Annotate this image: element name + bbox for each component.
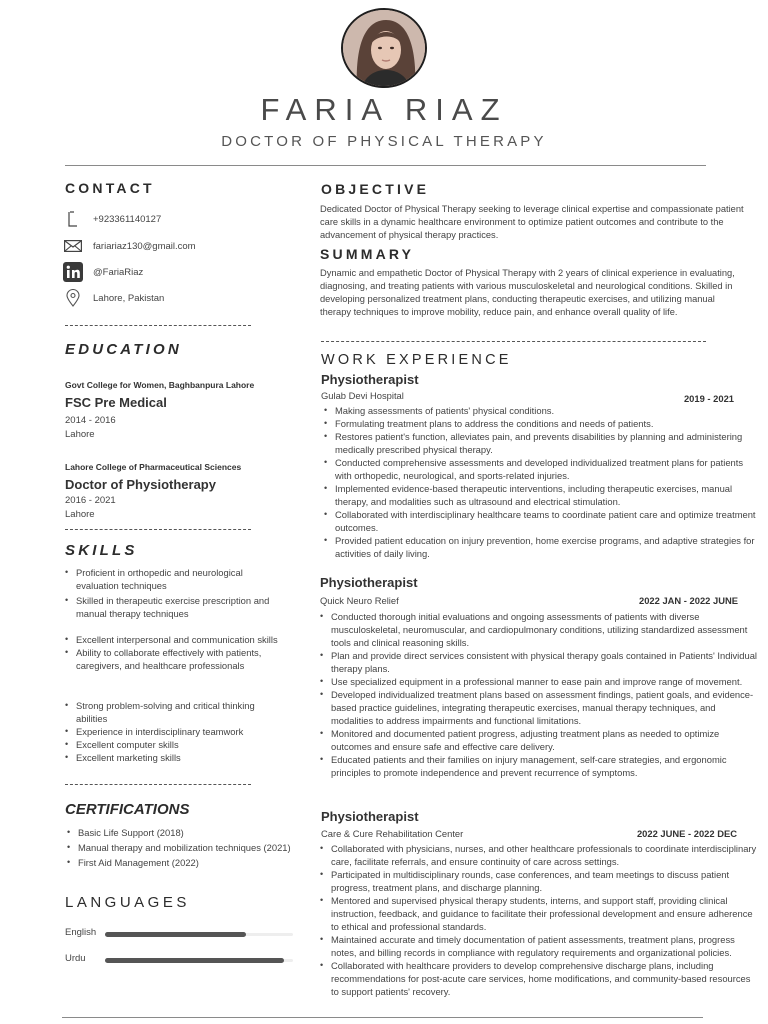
education-entry [65,462,305,522]
job-dates: 2022 JAN - 2022 JUNE [638,595,738,606]
job-duty: • Making assessments of patients' physical conditions. [324,404,762,417]
candidate-name: FARIA RIAZ [260,92,508,127]
language-level-bar [105,959,293,962]
job-role: Physiotherapist [321,372,419,387]
linkedin-icon [62,263,84,281]
phone-icon [62,210,84,228]
job-duty: • Conducted thorough initial evaluations and ongoing assessments of patients with diverse musculoskeletal, neuromuscular, and cardiopulmonary conditions, utilizing standardized assessment tools and clinical reasoning skills. [320,610,760,649]
certifications-list [67,826,327,869]
skills-divider [65,784,251,785]
job-dates: 2022 JUNE - 2022 DEC [636,828,737,839]
job-duties-list [320,842,760,998]
header-divider [65,165,706,166]
education-school: Lahore College of Pharmaceutical Sciences [65,462,242,472]
skills-list [65,699,287,764]
job-duties-list [324,404,762,560]
job-company: Gulab Devi Hospital [321,390,404,401]
job-duty: • Maintained accurate and timely documentation of patient assessments, treatment plans, progress notes, and billing records in compliance with regulatory requirements and organizational policies. [320,933,760,959]
job-duty: • Monitored and documented patient progress, adjusting treatment plans as needed to optimize outcomes and ensure safe and effective care delivery. [320,727,760,753]
skill-item: • Excellent marketing skills [65,751,287,764]
contact-email[interactable] [62,237,302,255]
education-heading: EDUCATION [65,341,182,358]
job-duties-list [320,610,760,779]
skill-item: • Excellent computer skills [65,738,287,751]
language-level-bar [105,933,293,936]
job-duty: • Collaborated with physicians, nurses, and other healthcare professionals to coordinate interdisciplinary care, facilitate referrals, and ensure continuity of care across settings. [320,842,760,868]
summary-text: Dynamic and empathetic Doctor of Physical Therapy with 2 years of clinical experience in evaluating, diagnosing, and treating patients with various musculoskeletal and neurological conditions. Skilled in developing personalized treatment plans, conducting therapeutic exercises, and utilizing manual therapy techniques to improve mobility, reduce pain, and enhance overall quality of life. [320,268,735,317]
job-duty: • Formulating treatment plans to address the conditions and needs of patients. [324,417,762,430]
contact-location-text: Lahore, Pakistan [93,292,165,304]
certifications-heading: CERTIFICATIONS [65,801,190,818]
job-duty: • Use specialized equipment in a professional manner to ease pain and improve range of movement. [320,675,760,688]
contact-email-text: fariariaz130@gmail.com [93,240,196,252]
skills-list [65,566,283,620]
job-duty: • Participated in multidisciplinary rounds, case conferences, and team meetings to discuss patient progress, treatment plans, and discharge planning. [320,868,760,894]
job-dates: 2019 - 2021 [683,393,734,404]
candidate-title: DOCTOR OF PHYSICAL THERAPY [221,133,547,150]
language-name: Urdu [65,953,86,964]
certification-item: • First Aid Management (2022) [67,856,327,869]
summary-heading: SUMMARY [320,246,415,262]
language-row [65,953,295,967]
skill-item: • Skilled in therapeutic exercise prescription and manual therapy techniques [65,594,283,620]
location-pin-icon [62,289,84,307]
contact-phone [62,210,302,228]
skills-list [65,633,287,672]
footer-divider [62,1017,703,1018]
skills-heading: SKILLS [65,542,138,559]
skill-item: • Experience in interdisciplinary teamwork [65,725,287,738]
job-company: Quick Neuro Relief [320,595,399,606]
certification-item: • Manual therapy and mobilization techniques (2021) [67,841,327,854]
objective-text: Dedicated Doctor of Physical Therapy seeking to leverage clinical expertise and compassionate patient care skills in a dynamic healthcare environment to optimize patient outcomes and contribute to the advancement of physical therapy practices. [320,204,744,240]
contact-linkedin[interactable] [62,263,302,281]
job-company: Care & Cure Rehabilitation Center [321,828,464,839]
education-location: Lahore [65,429,95,440]
job-duty: • Provided patient education on injury prevention, home exercise programs, and adaptive strategies for activities of daily living. [324,534,762,560]
job-duty: • Conducted comprehensive assessments and developed individualized treatment plans for patients with orthopedic, neurological, and sports-related injuries. [324,456,762,482]
job-duty: • Mentored and supervised physical therapy students, interns, and support staff, providing clinical instruction, feedback, and guidance to facilitate their professional development and ensure adherence to ethical and professional standards. [320,894,760,933]
education-entry [65,380,305,442]
language-name: English [65,927,97,938]
language-level-fill [105,932,246,937]
education-school: Govt College for Women, Baghbanpura Lahore [65,380,255,390]
contact-phone-text: +923361140127 [93,213,162,225]
contact-linkedin-text: @FariaRiaz [93,266,144,278]
education-location: Lahore [65,509,95,520]
education-years: 2014 - 2016 [65,415,116,426]
job-duty: • Developed individualized treatment plans based on assessment findings, patient goals, and evidence-based practice guidelines, integrating therapeutic exercises, manual therapy techniques, and modalities to address impairments and functional limitations. [320,688,760,727]
certification-item: • Basic Life Support (2018) [67,826,327,839]
skill-item: • Excellent interpersonal and communication skills [65,633,287,646]
languages-heading: LANGUAGES [65,894,190,911]
job-role: Physiotherapist [321,809,419,824]
contact-heading: CONTACT [65,180,155,196]
job-duty: • Collaborated with healthcare providers to develop comprehensive discharge plans, including recommendations for post-acute care services, home modifications, and community-based resources to support patients' recovery. [320,959,760,998]
email-icon [62,237,84,255]
language-level-fill [105,958,284,963]
education-degree: Doctor of Physiotherapy [65,477,216,492]
objective-heading: OBJECTIVE [321,181,430,197]
job-duty: • Collaborated with interdisciplinary healthcare teams to coordinate patient care and optimize treatment outcomes. [324,508,762,534]
job-duty: • Implemented evidence-based therapeutic interventions, including therapeutic exercises, manual therapy, and modalities such as ultrasound and electrical stimulation. [324,482,762,508]
skill-item: • Ability to collaborate effectively with patients, caregivers, and healthcare professionals [65,646,287,672]
job-duty: • Educated patients and their families on injury management, self-care strategies, and ergonomic principles to promote independence and prevent recurrence of symptoms. [320,753,760,779]
work-experience-heading: WORK EXPERIENCE [321,352,512,368]
skill-item: • Strong problem-solving and critical thinking abilities [65,699,287,725]
education-years: 2016 - 2021 [65,495,116,506]
contact-location [62,289,302,307]
language-row [65,927,295,941]
education-degree: FSC Pre Medical [65,395,167,410]
education-divider [65,529,251,530]
contact-divider [65,325,251,326]
job-duty: • Restores patient's function, alleviates pain, and prevents disabilities by planning and administering medically prescribed physical therapy. [324,430,762,456]
skill-item: • Proficient in orthopedic and neurological evaluation techniques [65,566,283,592]
summary-divider [321,341,706,342]
job-role: Physiotherapist [320,575,418,590]
job-duty: • Plan and provide direct services consistent with physical therapy goals contained in Patients' Individual therapy plans. [320,649,760,675]
profile-photo [341,8,427,88]
